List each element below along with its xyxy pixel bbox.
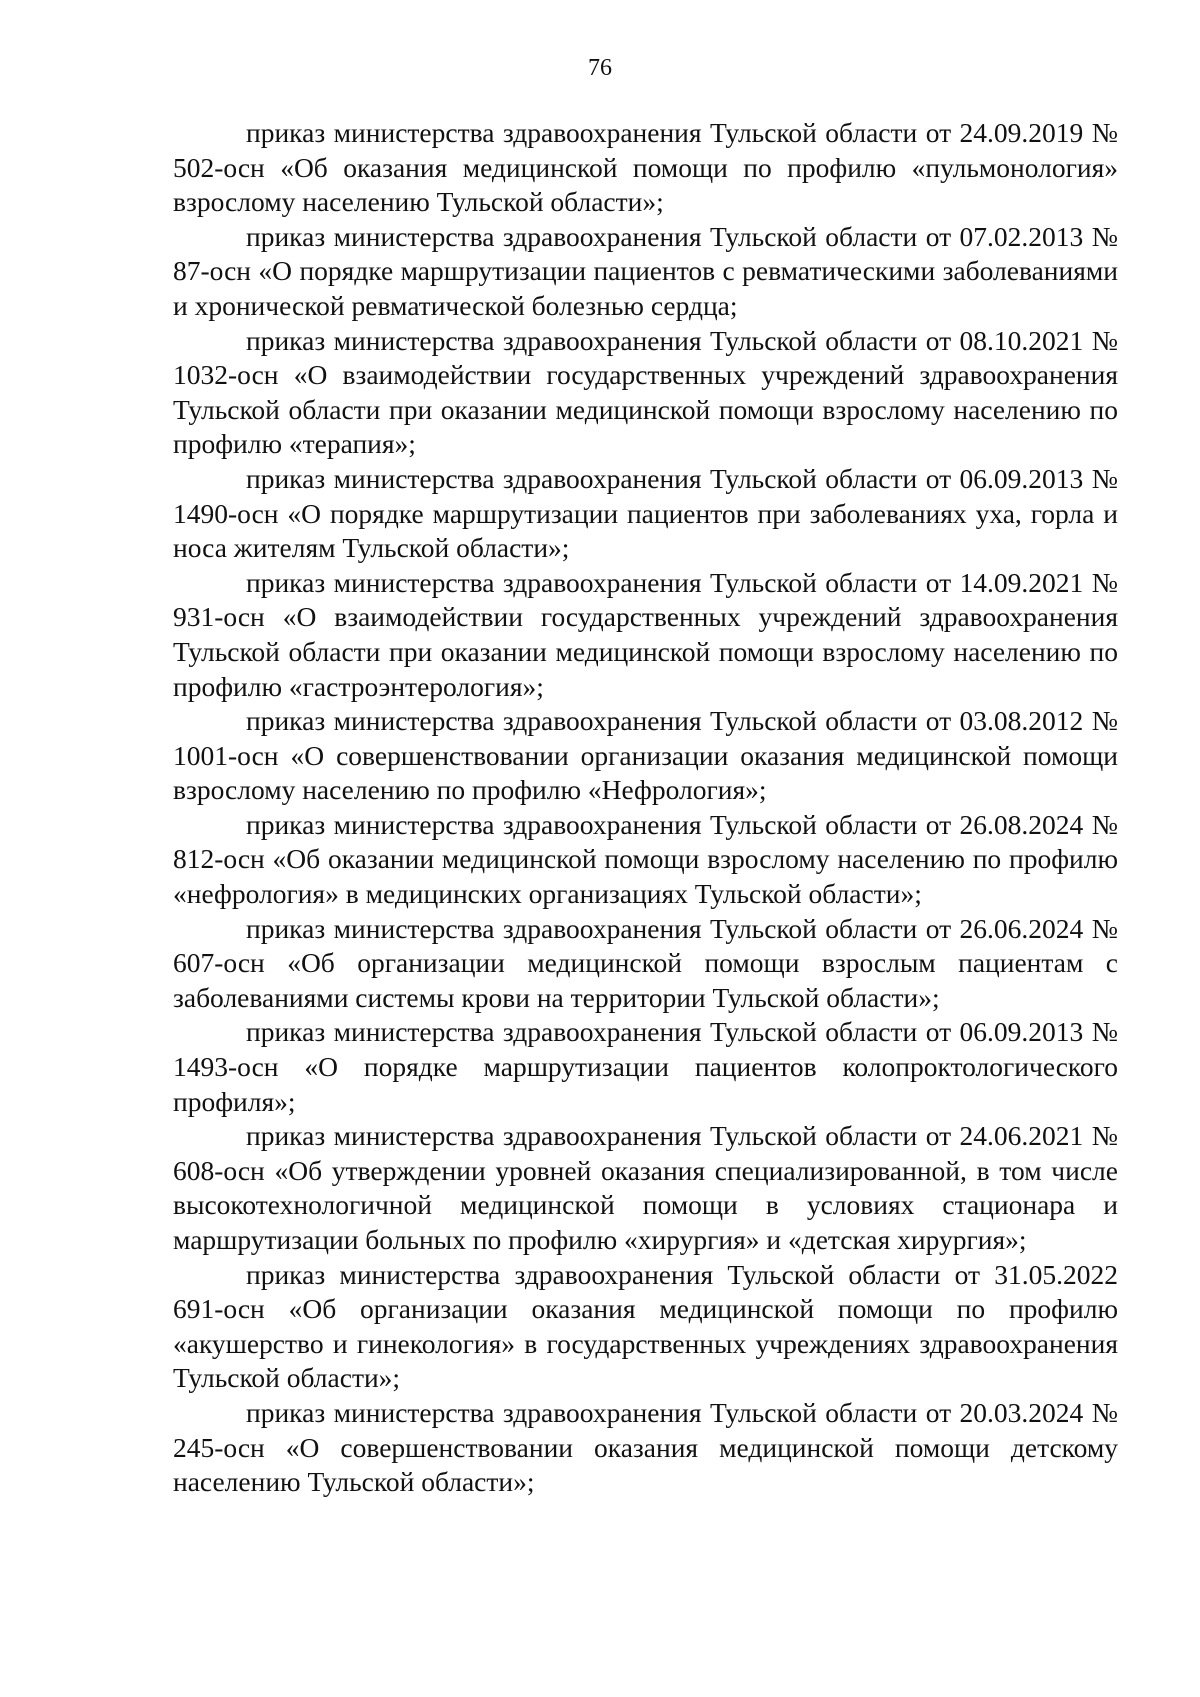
document-body: [173, 116, 1118, 1500]
order-paragraph-5: приказ министерства здравоохранения Тульской области от 14.09.2021 № 931-осн «О взаимодействии государственных учреждений здравоохранения Тульской области при оказании медицинской помощи взрослому населению по профилю «гастроэнтерология»;: [173, 566, 1118, 702]
order-paragraph-11: приказ министерства здравоохранения Тульской области от 31.05.2022 691-осн «Об организации оказания медицинской помощи по профилю «акушерство и гинекология» в государственных учреждениях здравоохранения Тульской области»;: [173, 1258, 1118, 1394]
order-paragraph-1: приказ министерства здравоохранения Тульской области от 24.09.2019 № 502-осн «Об оказания медицинской помощи по профилю «пульмонология» взрослому населению Тульской области»;: [173, 117, 1118, 218]
order-paragraph-8: приказ министерства здравоохранения Тульской области от 26.06.2024 № 607-осн «Об организации медицинской помощи взрослым пациентам с заболеваниями системы крови на территории Тульской области»;: [173, 912, 1118, 1013]
page-number: 76: [588, 55, 612, 81]
order-paragraph-3: приказ министерства здравоохранения Тульской области от 08.10.2021 № 1032-осн «О взаимодействии государственных учреждений здравоохранения Тульской области при оказании медицинской помощи взрослому населению по профилю «терапия»;: [173, 324, 1118, 460]
order-paragraph-7: приказ министерства здравоохранения Тульской области от 26.08.2024 № 812-осн «Об оказании медицинской помощи взрослому населению по профилю «нефрология» в медицинских организациях Тульской области»;: [173, 808, 1118, 910]
order-paragraph-4: приказ министерства здравоохранения Тульской области от 06.09.2013 № 1490-осн «О порядке маршрутизации пациентов при заболеваниях уха, горла и носа жителям Тульской области»;: [173, 462, 1118, 564]
order-paragraph-12: приказ министерства здравоохранения Тульской области от 20.03.2024 № 245-осн «О совершенствовании оказания медицинской помощи детскому населению Тульской области»;: [173, 1396, 1118, 1498]
order-paragraph-10: приказ министерства здравоохранения Тульской области от 24.06.2021 № 608-осн «Об утверждении уровней оказания специализированной, в том числе высокотехнологичной медицинской помощи в условиях стационара и маршрутизации больных по профилю «хирургия» и «детская хирургия»;: [173, 1120, 1118, 1255]
order-paragraph-9: приказ министерства здравоохранения Тульской области от 06.09.2013 № 1493-осн «О порядке маршрутизации пациентов колопроктологического профиля»;: [173, 1016, 1118, 1117]
order-paragraph-2: приказ министерства здравоохранения Тульской области от 07.02.2013 № 87-осн «О порядке маршрутизации пациентов с ревматическими заболеваниями и хронической ревматической болезнью сердца;: [173, 220, 1118, 321]
order-paragraph-6: приказ министерства здравоохранения Тульской области от 03.08.2012 № 1001-осн «О совершенствовании организации оказания медицинской помощи взрослому населению по профилю «Нефрология»;: [173, 705, 1118, 806]
